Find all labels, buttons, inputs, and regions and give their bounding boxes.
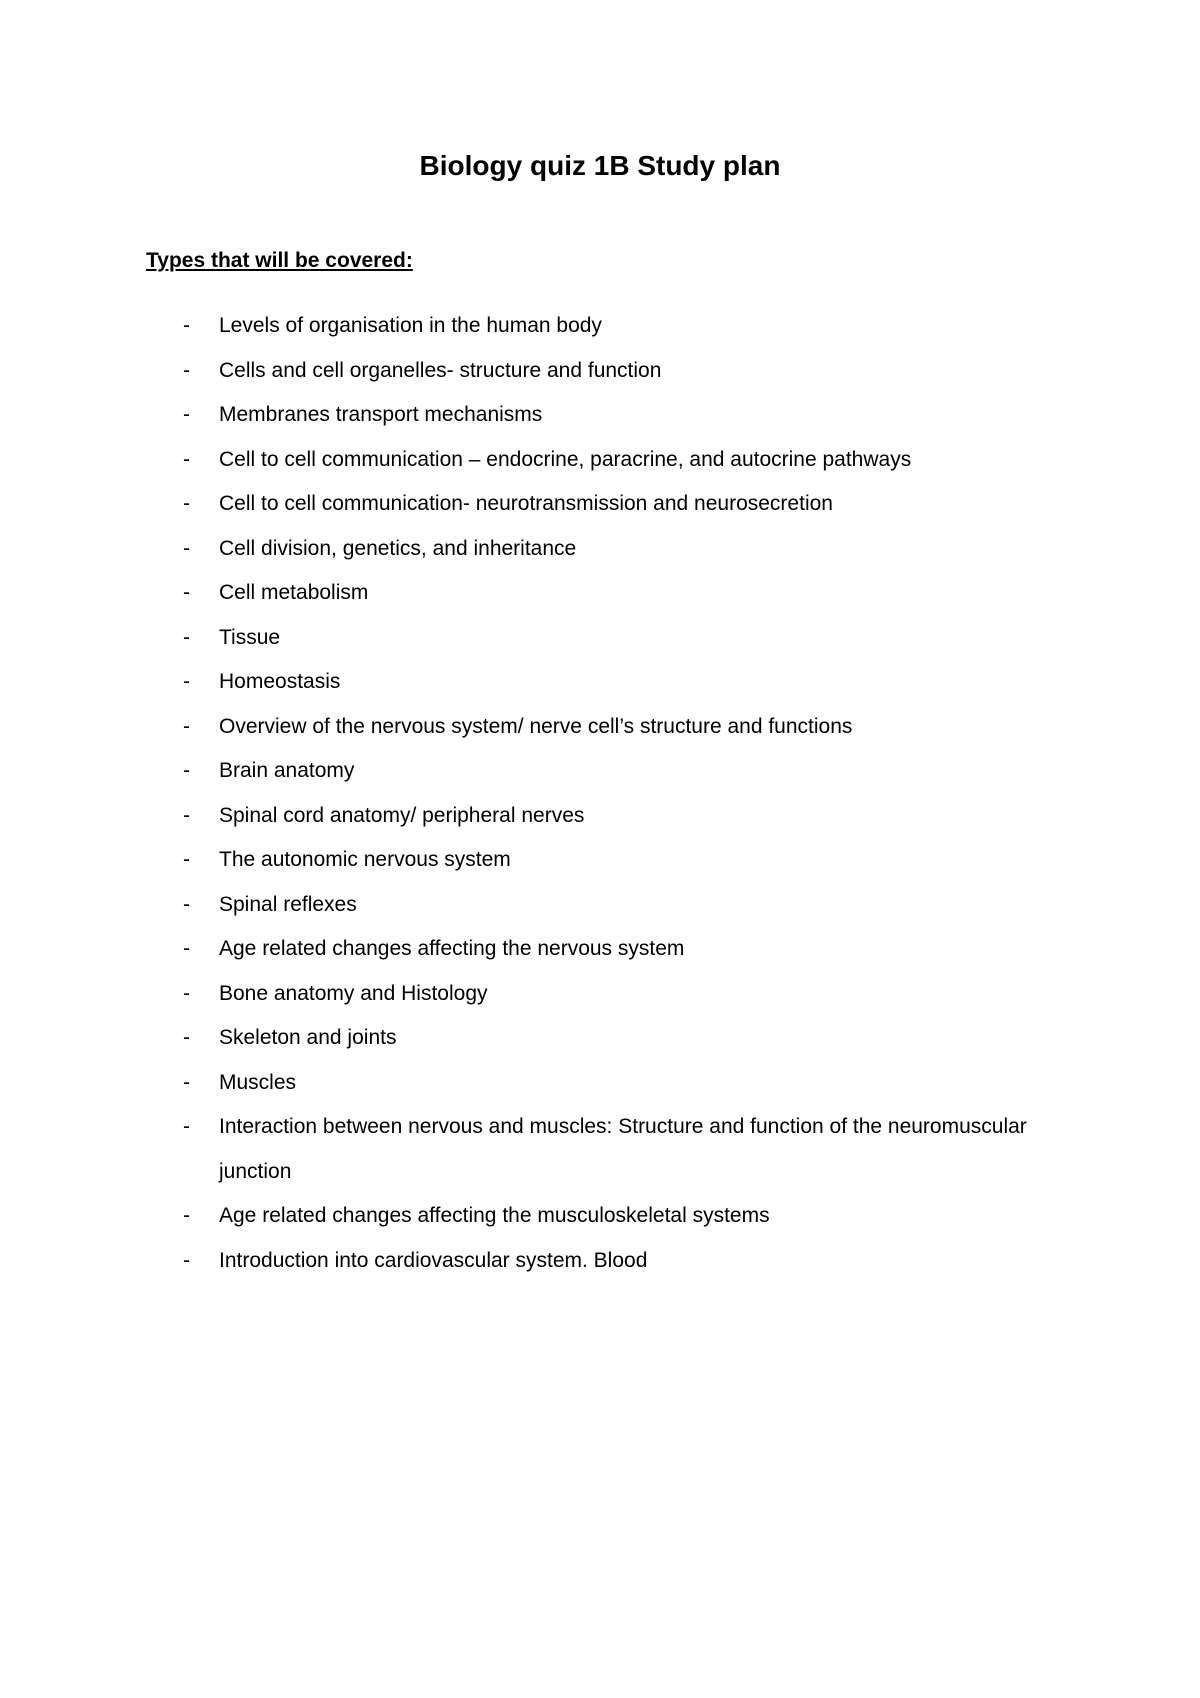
- bullet-dash: -: [183, 670, 190, 693]
- bullet-dash: -: [183, 358, 190, 382]
- topic-text: Cell to cell communication – endocrine, paracrine, and autocrine pathways: [219, 447, 912, 471]
- topic-text: Bone anatomy and Histology: [219, 981, 488, 1005]
- topic-text: Cell to cell communication- neurotransmission and neurosecretion: [219, 492, 833, 515]
- list-item: [0, 705, 1200, 750]
- bullet-dash: -: [183, 981, 190, 1005]
- list-item: [0, 571, 1200, 616]
- section-heading: Types that will be covered:: [146, 249, 413, 272]
- topic-text: Age related changes affecting the nervous system: [219, 937, 685, 960]
- bullet-dash: -: [183, 803, 190, 827]
- topic-text: Cell metabolism: [219, 581, 369, 604]
- topic-text: Overview of the nervous system/ nerve cell’s structure and functions: [219, 714, 853, 738]
- topic-text: Brain anatomy: [219, 759, 355, 782]
- topic-text: Tissue: [219, 625, 281, 649]
- topic-text: Spinal reflexes: [219, 892, 357, 916]
- topic-list: [0, 304, 1200, 1283]
- topic-text: Levels of organisation in the human body: [219, 314, 602, 337]
- bullet-dash: -: [183, 892, 190, 916]
- topic-text: Cells and cell organelles- structure and function: [219, 358, 662, 382]
- topic-text: Homeostasis: [219, 670, 341, 693]
- list-item: [0, 794, 1200, 839]
- bullet-dash: -: [183, 492, 190, 515]
- list-item: [0, 1061, 1200, 1106]
- topic-text: Age related changes affecting the musculoskeletal systems: [219, 1204, 770, 1227]
- list-item: [0, 393, 1200, 438]
- bullet-dash: -: [183, 1070, 190, 1094]
- list-item: [0, 883, 1200, 928]
- list-item: [0, 927, 1200, 972]
- bullet-dash: -: [183, 714, 190, 738]
- bullet-dash: -: [183, 625, 190, 649]
- list-item: [0, 349, 1200, 394]
- list-item: [0, 660, 1200, 705]
- page-title: Biology quiz 1B Study plan: [419, 150, 781, 181]
- bullet-dash: -: [183, 1026, 190, 1049]
- topic-text: Membranes transport mechanisms: [219, 403, 543, 426]
- bullet-dash: -: [183, 581, 190, 604]
- list-item: [0, 1239, 1200, 1284]
- topic-text: Interaction between nervous and muscles: Structure and function of the neuromuscular junction: [219, 1115, 1027, 1183]
- list-item: [0, 438, 1200, 483]
- bullet-dash: -: [183, 314, 190, 337]
- list-item: [0, 482, 1200, 527]
- list-item: [0, 304, 1200, 349]
- bullet-dash: -: [183, 1115, 190, 1138]
- list-item: [0, 616, 1200, 661]
- topic-text: Muscles: [219, 1070, 297, 1094]
- topic-text: Cell division, genetics, and inheritance: [219, 536, 577, 560]
- list-item: [0, 1105, 1200, 1194]
- topic-text: The autonomic nervous system: [219, 848, 511, 871]
- bullet-dash: -: [183, 937, 190, 960]
- list-item: [0, 1016, 1200, 1061]
- bullet-dash: -: [183, 1248, 190, 1272]
- list-item: [0, 972, 1200, 1017]
- list-item: [0, 527, 1200, 572]
- list-item: [0, 838, 1200, 883]
- bullet-dash: -: [183, 403, 190, 426]
- list-item: [0, 749, 1200, 794]
- topic-text: Introduction into cardiovascular system. Blood: [219, 1248, 648, 1272]
- bullet-dash: -: [183, 759, 190, 782]
- bullet-dash: -: [183, 447, 190, 471]
- bullet-dash: -: [183, 1204, 190, 1227]
- topic-text: Spinal cord anatomy/ peripheral nerves: [219, 803, 585, 827]
- list-item: [0, 1194, 1200, 1239]
- topic-text: Skeleton and joints: [219, 1026, 397, 1049]
- bullet-dash: -: [183, 848, 190, 871]
- bullet-dash: -: [183, 536, 190, 560]
